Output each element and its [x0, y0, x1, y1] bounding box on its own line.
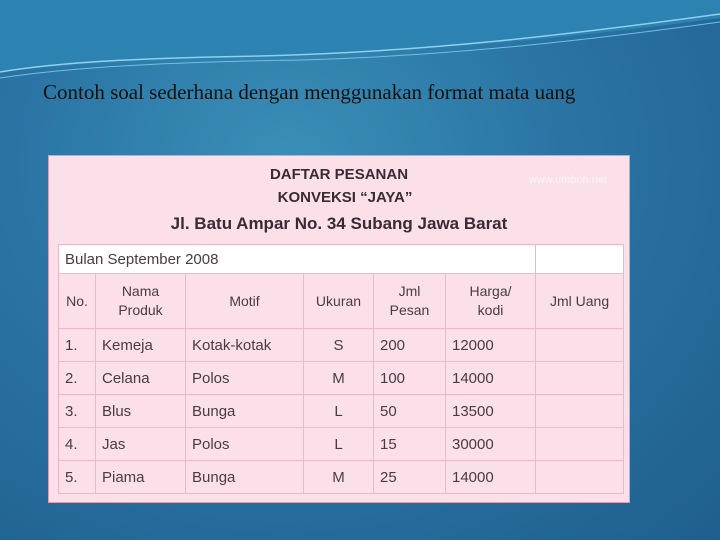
table-row	[59, 362, 624, 395]
cell-pesan: 200	[374, 329, 446, 362]
header-produk: Nama Produk	[96, 274, 186, 329]
watermark: www.umboh.net	[528, 174, 607, 186]
sheet-title: DAFTAR PESANAN	[269, 166, 409, 183]
company-address: Jl. Batu Ampar No. 34 Subang Jawa Barat	[170, 214, 508, 233]
cell-motif: Bunga	[186, 461, 304, 494]
cell-pesan: 50	[374, 395, 446, 428]
cell-produk: Celana	[96, 362, 186, 395]
header-harga: Harga/ kodi	[446, 274, 536, 329]
cell-uang	[536, 395, 624, 428]
table-row	[59, 395, 624, 428]
header-motif: Motif	[186, 274, 304, 329]
table-row	[59, 329, 624, 362]
cell-harga: 14000	[446, 461, 536, 494]
cell-harga: 30000	[446, 428, 536, 461]
cell-ukuran: M	[304, 362, 374, 395]
cell-ukuran: L	[304, 428, 374, 461]
cell-ukuran: M	[304, 461, 374, 494]
cell-produk: Jas	[96, 428, 186, 461]
header-no: No.	[59, 274, 96, 329]
cell-harga: 12000	[446, 329, 536, 362]
cell-produk: Piama	[96, 461, 186, 494]
month-label: Bulan September 2008	[59, 245, 536, 274]
cell-uang	[536, 329, 624, 362]
cell-motif: Polos	[186, 362, 304, 395]
header-ukuran: Ukuran	[304, 274, 374, 329]
header-pesan: Jml Pesan	[374, 274, 446, 329]
cell-pesan: 15	[374, 428, 446, 461]
order-table	[58, 244, 624, 494]
slide-title: Contoh soal sederhana dengan menggunakan format mata uang	[43, 80, 576, 104]
order-list-sheet	[48, 155, 630, 503]
cell-ukuran: S	[304, 329, 374, 362]
month-empty-cell	[536, 245, 624, 274]
company-name: KONVEKSI “JAYA”	[277, 189, 413, 206]
cell-motif: Polos	[186, 428, 304, 461]
cell-ukuran: L	[304, 395, 374, 428]
table-header	[59, 274, 624, 329]
cell-pesan: 25	[374, 461, 446, 494]
cell-uang	[536, 461, 624, 494]
cell-harga: 14000	[446, 362, 536, 395]
cell-produk: Kemeja	[96, 329, 186, 362]
header-uang: Jml Uang	[536, 274, 624, 329]
cell-uang	[536, 362, 624, 395]
cell-harga: 13500	[446, 395, 536, 428]
cell-pesan: 100	[374, 362, 446, 395]
cell-no: 2.	[59, 362, 96, 395]
cell-uang	[536, 428, 624, 461]
cell-no: 3.	[59, 395, 96, 428]
table-row	[59, 428, 624, 461]
header-wave-decoration	[0, 0, 720, 80]
cell-no: 4.	[59, 428, 96, 461]
cell-motif: Bunga	[186, 395, 304, 428]
cell-no: 5.	[59, 461, 96, 494]
month-row	[59, 245, 624, 274]
cell-produk: Blus	[96, 395, 186, 428]
cell-no: 1.	[59, 329, 96, 362]
cell-motif: Kotak-kotak	[186, 329, 304, 362]
table-row	[59, 461, 624, 494]
